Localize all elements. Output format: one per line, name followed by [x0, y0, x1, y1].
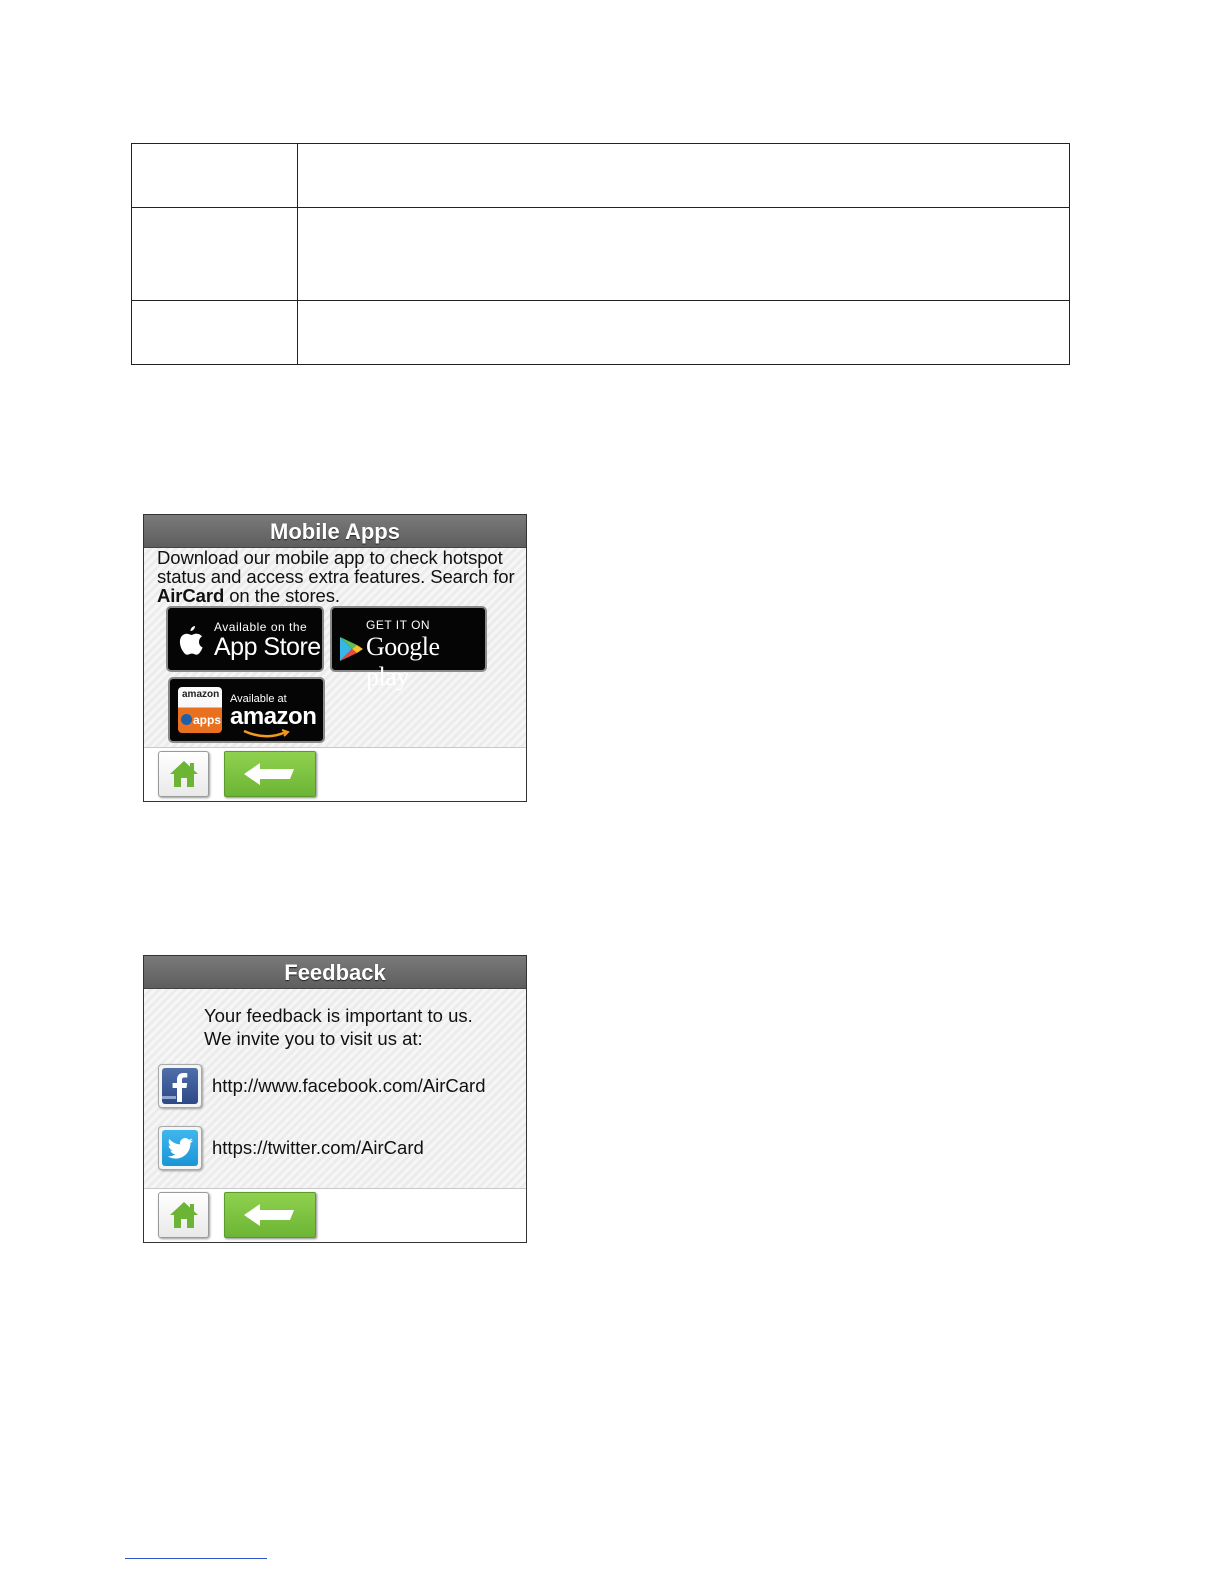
home-button[interactable]	[158, 751, 209, 797]
back-arrow-icon	[244, 763, 296, 785]
app-store-big-text: App Store	[214, 633, 321, 661]
apple-icon	[176, 624, 204, 658]
twitter-icon-button[interactable]	[158, 1126, 202, 1170]
home-icon	[168, 1200, 200, 1230]
amazon-logo-text: amazon	[182, 689, 220, 700]
description-text-end: on the stores.	[224, 585, 340, 606]
twitter-icon	[162, 1130, 198, 1166]
screen-title: Feedback	[144, 956, 526, 989]
amazon-small-text: Available at	[230, 693, 287, 705]
amazon-logo-dot	[181, 714, 192, 725]
app-store-small-text: Available on the	[214, 620, 308, 634]
table-cell	[132, 144, 298, 208]
screen-title: Mobile Apps	[144, 515, 526, 548]
feedback-intro-line: Your feedback is important to us.	[204, 1005, 473, 1026]
bottom-nav-bar	[144, 747, 526, 801]
footnote-separator	[125, 1558, 267, 1559]
bottom-nav-bar	[144, 1188, 526, 1242]
back-arrow-icon	[244, 1204, 296, 1226]
amazon-logo-apps-text: apps	[193, 713, 222, 727]
mobile-apps-screen	[143, 514, 527, 802]
google-play-icon	[338, 636, 364, 662]
google-play-small-text: GET IT ON	[366, 618, 431, 632]
table-row	[132, 208, 1070, 301]
table-row	[132, 301, 1070, 365]
app-store-badge[interactable]	[166, 606, 324, 672]
back-button[interactable]	[224, 1192, 316, 1238]
amazon-smile-icon	[242, 729, 290, 739]
table-cell	[132, 301, 298, 365]
back-button[interactable]	[224, 751, 316, 797]
facebook-link[interactable]: http://www.facebook.com/AirCard	[212, 1075, 486, 1096]
feedback-intro	[204, 1004, 473, 1050]
table-cell	[298, 144, 1070, 208]
google-play-badge[interactable]	[330, 606, 487, 691]
amazon-apps-badge[interactable]	[168, 677, 325, 743]
table-cell	[298, 301, 1070, 365]
table-cell	[132, 208, 298, 301]
feedback-intro-line: We invite you to visit us at:	[204, 1028, 423, 1049]
twitter-link[interactable]: https://twitter.com/AirCard	[212, 1137, 424, 1158]
home-icon	[168, 759, 200, 789]
table-cell	[298, 208, 1070, 301]
table-row	[132, 144, 1070, 208]
description-bold-text: AirCard	[157, 585, 225, 606]
facebook-icon	[162, 1068, 198, 1104]
google-play-big-text: Google play	[366, 632, 440, 691]
document-table	[131, 143, 1070, 365]
amazon-apps-icon	[178, 687, 222, 733]
facebook-icon-button[interactable]	[158, 1064, 202, 1108]
amazon-big-text: amazon	[230, 703, 317, 730]
feedback-screen	[143, 955, 527, 1243]
description-text: Download our mobile app to check hotspot status and access extra features. Search for	[157, 547, 515, 587]
home-button[interactable]	[158, 1192, 209, 1238]
mobile-apps-description	[157, 548, 527, 605]
